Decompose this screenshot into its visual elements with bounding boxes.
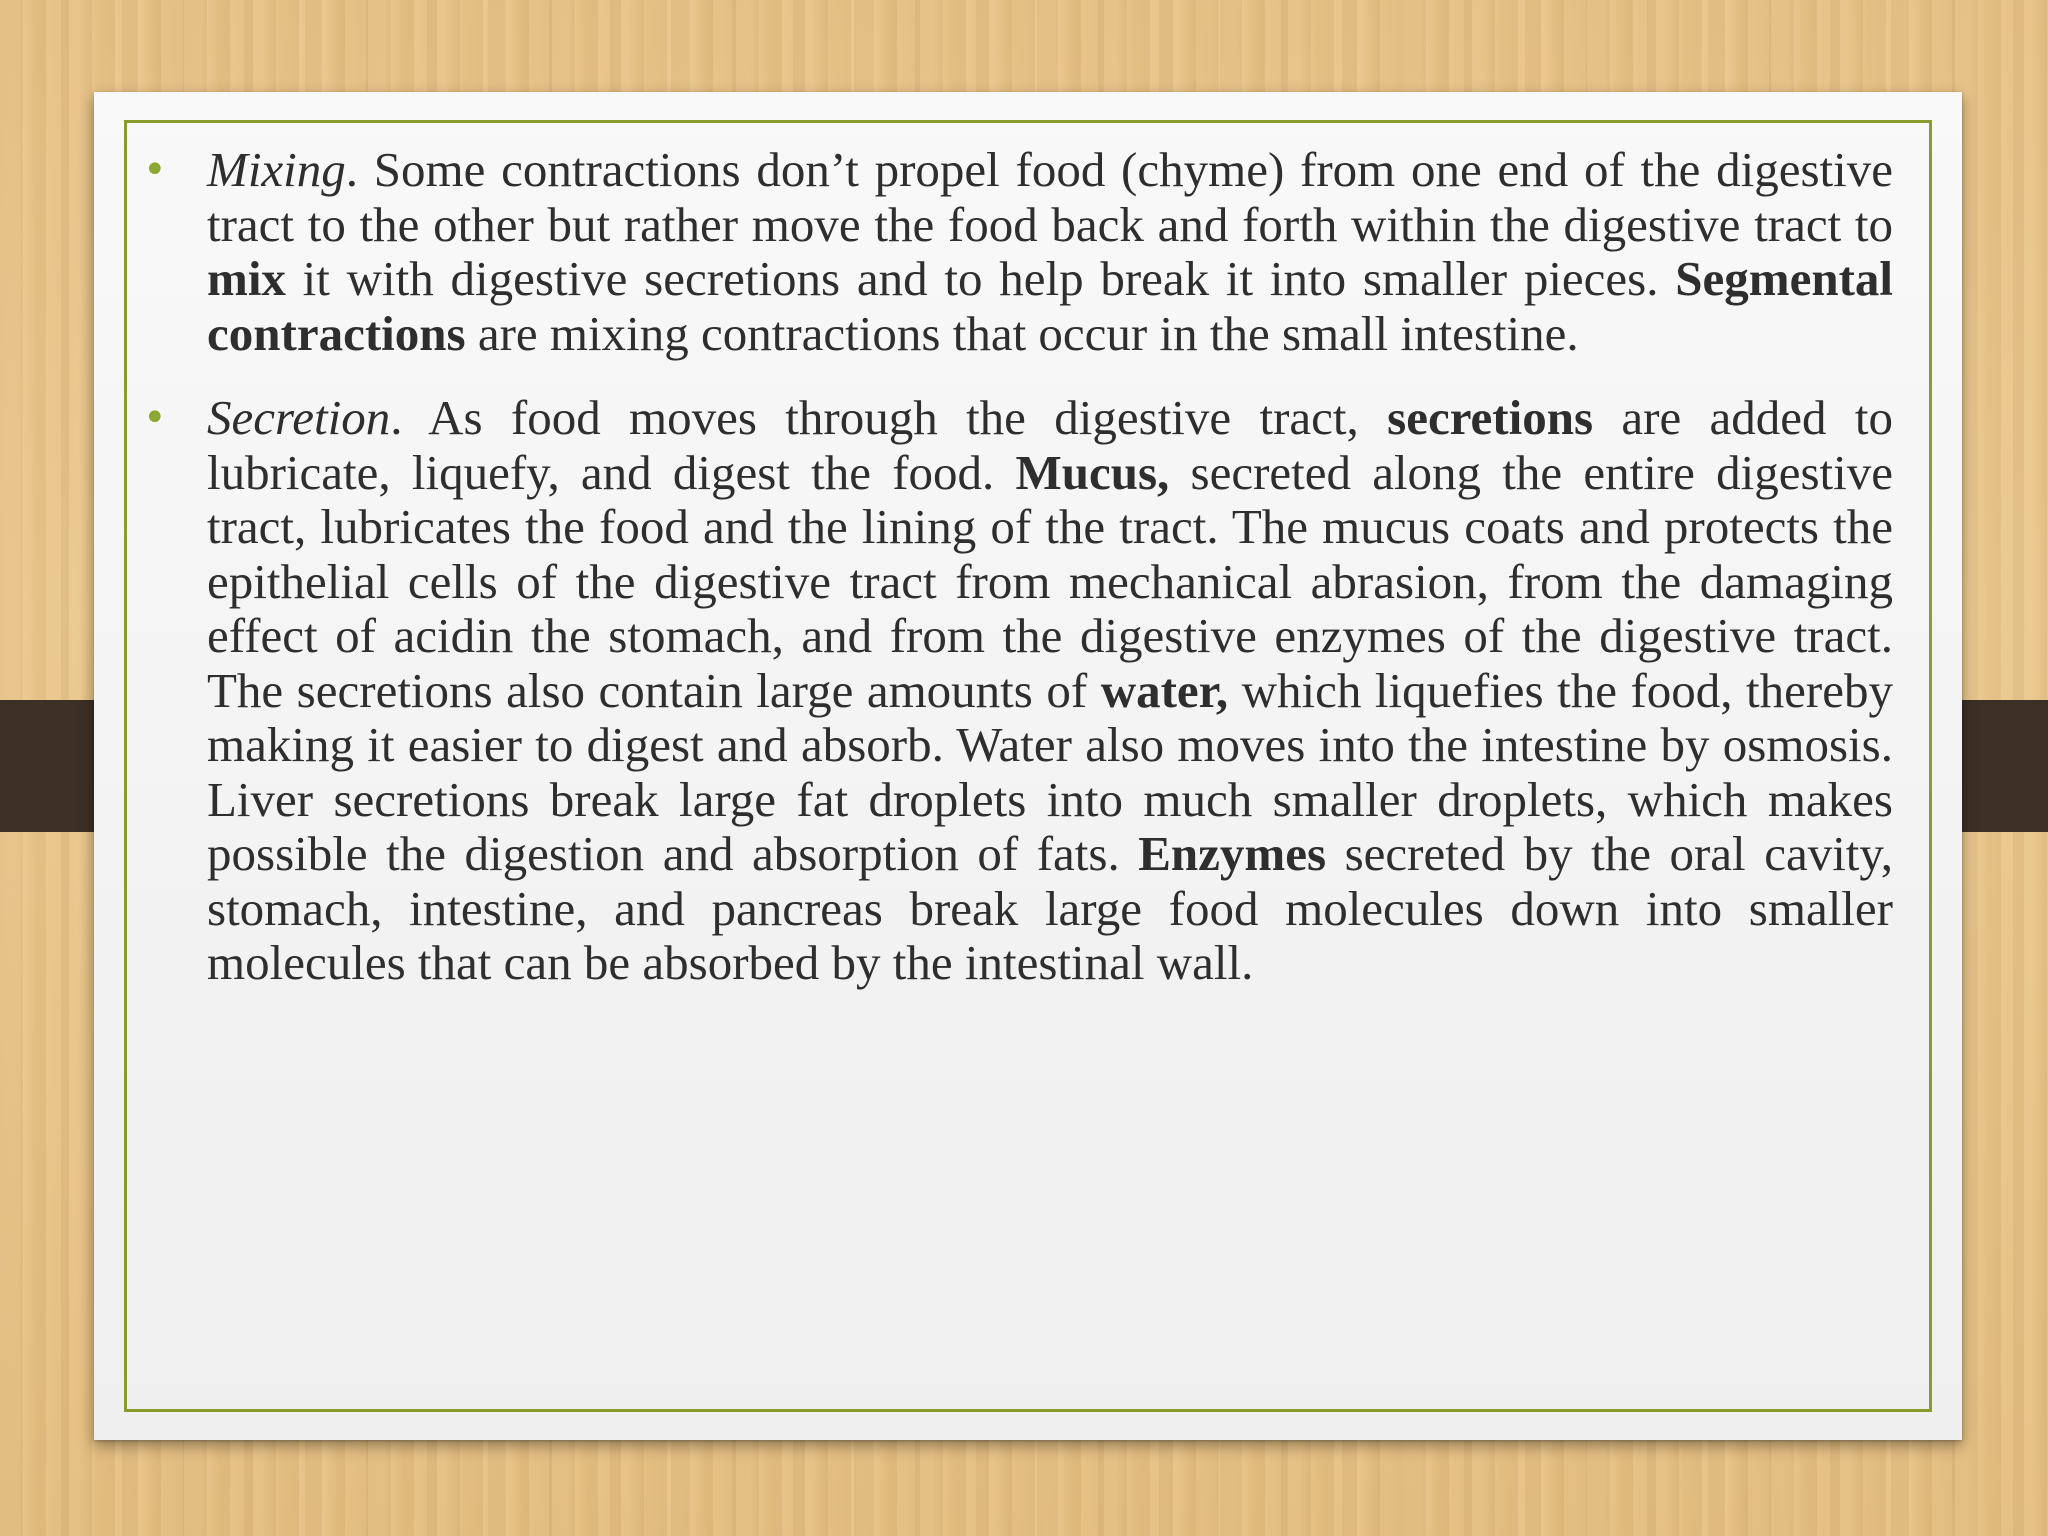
term-mixing: Mixing	[207, 142, 346, 197]
term-mix: mix	[207, 251, 286, 306]
term-mucus: Mucus,	[1015, 444, 1170, 500]
mixing-paragraph: Mixing. Some contractions don’t propel food (chyme) from one end of the digestive tract to the other but rather move the food back and forth within the digestive tract to mix it with digestive secretions and to help break it into smaller pieces. Segmental contractions are mixing contractions that occur in the small intestine.	[207, 142, 1893, 361]
slide-content	[115, 143, 1893, 1021]
term-secretion: Secretion	[207, 390, 391, 445]
bullet-mixing	[115, 143, 1893, 361]
term-enzymes: Enzymes	[1138, 826, 1327, 881]
term-secretions: secretions	[1387, 390, 1594, 445]
bullet-secretion	[115, 391, 1893, 991]
term-water: water,	[1100, 662, 1229, 718]
term-segmental-contractions: Segmental contractions	[207, 251, 1893, 361]
bullet-point-icon: •	[143, 395, 167, 441]
bullet-point-icon: •	[143, 147, 167, 193]
secretion-paragraph: Secretion. As food moves through the digestive tract, secretions are added to lubricate, liquefy, and digest the food. Mucus, secreted along the entire digestive tract, lubricates the food and the lining of the tract. The mucus coats and protects the epithelial cells of the digestive tract from mechanical abrasion, from the damaging effect of acidin the stomach, and from the digestive enzymes of the digestive tract. The secretions also contain large amounts of water, which liquefies the food, thereby making it easier to digest and absorb. Water also moves into the intestine by osmosis. Liver secretions break large fat droplets into much smaller droplets, which makes possible the digestion and absorption of fats. Enzymes secreted by the oral cavity, stomach, intestine, and pancreas break large food molecules down into smaller molecules that can be absorbed by the intestinal wall.	[207, 390, 1893, 990]
